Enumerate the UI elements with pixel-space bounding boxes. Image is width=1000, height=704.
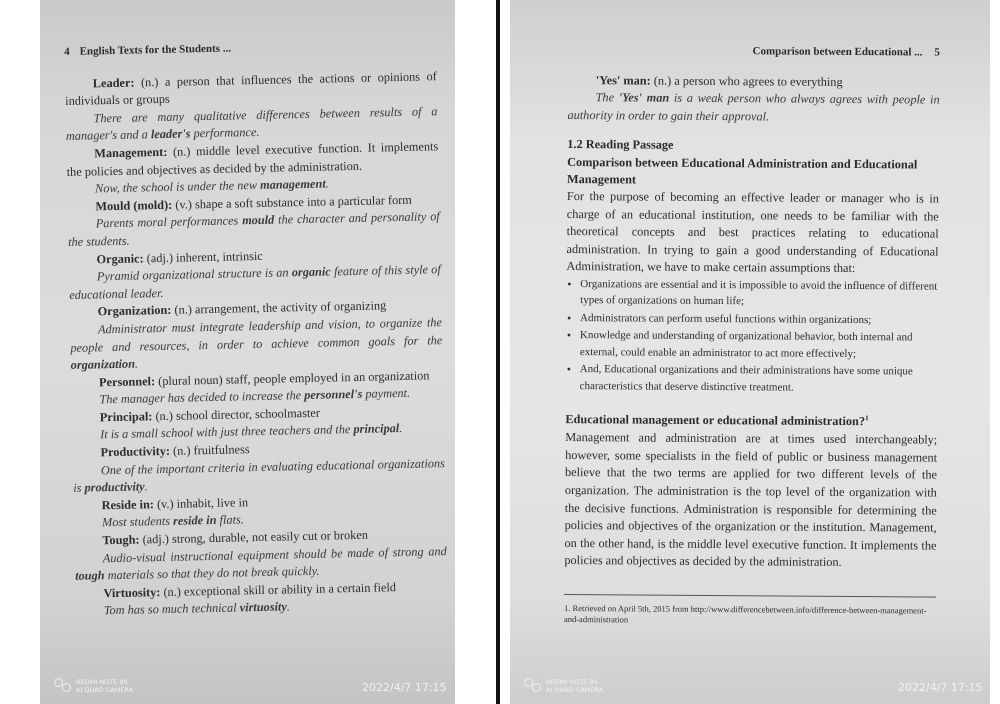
example-text: . <box>399 421 403 436</box>
timestamp-right: 2022/4/7 17:15 <box>898 681 983 694</box>
example-text: . <box>286 599 291 614</box>
example-text: is a weak person who always agrees with people in authority in order to gain their approval. <box>567 90 940 124</box>
camera-type: AI QUAD CAMERA <box>76 686 134 694</box>
definition-text: (plural noun) staff, people employed in an organization <box>154 368 430 388</box>
section-heading: 1.2 Reading Passage <box>567 137 674 153</box>
left-page-number: 4 <box>64 45 70 58</box>
example-term: organization <box>70 356 136 373</box>
example-text: Tom has so much technical <box>103 600 240 618</box>
right-page-photo <box>510 0 990 704</box>
example-term: 'Yes' man <box>618 90 670 105</box>
example-term: personnel's <box>304 387 363 403</box>
passage-title: Comparison between Educational Administration and Educational Management <box>566 154 918 187</box>
example-text: The manager has decided to increase the <box>99 388 305 407</box>
glossary-term: Principal: <box>99 409 153 425</box>
subheading-text: Educational management or educational administration? <box>565 412 866 429</box>
camera-model: REDMI NOTE 9S <box>546 678 598 686</box>
glossary-term: Organic: <box>96 250 144 266</box>
example-term: reside in <box>172 513 217 529</box>
definition-text: (n.) fruitfulness <box>169 442 250 458</box>
footnote-mark: 1 <box>865 414 869 423</box>
left-running-head <box>64 36 436 61</box>
example-term: leader's <box>150 126 191 142</box>
camera-type: AI QUAD CAMERA <box>546 686 604 694</box>
glossary-example <box>70 314 443 375</box>
example-text: the character and personality of the students. <box>67 209 440 249</box>
timestamp-left: 2022/4/7 17:15 <box>362 681 447 694</box>
right-running-head <box>568 42 940 62</box>
right-page-number: 5 <box>934 46 940 59</box>
example-text: materials so that they do not break quickly. <box>104 563 320 583</box>
camera-model: REDMI NOTE 9S <box>76 678 128 686</box>
example-text: . <box>144 479 148 494</box>
assumption-item: • Administrators can perform useful functions within organizations; <box>580 310 938 329</box>
definition-text: (v.) shape a soft substance into a particular form <box>172 192 412 212</box>
right-running-head-title: Comparison between Educational ... <box>752 45 923 59</box>
example-term: virtuosity <box>239 599 287 615</box>
definition-text: (n.) middle level executive function. It implements the policies and objectives as decided by the administration. <box>66 139 439 179</box>
glossary-term: Personnel: <box>98 373 156 390</box>
example-text: There are many qualitative differences between results of a manager's and a <box>65 103 438 144</box>
definition-text: (n.) school director, schoolmaster <box>152 405 321 424</box>
assumption-item: • And, Educational organizations and their administrations have some unique characteristics that deserve distinctive treatment. <box>580 362 938 397</box>
definition-text: (n.) arrangement, the activity of organizing <box>171 298 387 318</box>
glossary-term: Organization: <box>97 303 172 319</box>
glossary-entries <box>65 68 448 621</box>
glossary-term: Reside in: <box>101 497 155 513</box>
yes-man-term: 'Yes' man: <box>595 72 651 88</box>
example-text: payment. <box>362 386 411 402</box>
body-paragraph: Management and administration are at times used interchangeably; however, some specialists in the field of public or business management believe that the two terms are applied for two different levels of the organization. The administration is the top level of the organization with the decisive functions. Administration is responsible for determining the policies and objectives of the organization or the institution. Management, on the other hand, is the middle level executive function. It implements the policies and objectives as decided by the administration. <box>564 430 938 570</box>
intro-paragraph: For the purpose of becoming an effective leader or manager who is in charge of an educational institution, one needs to be familiar with the theoretical concepts and best practices relating to educational administration. In trying to gain a good understanding of Educational Administration, we have to make certain assumptions that: <box>566 188 939 276</box>
left-running-head-title: English Texts for the Students ... <box>79 42 232 58</box>
photo-divider <box>496 0 500 704</box>
glossary-term: Leader: <box>92 75 135 90</box>
subheading <box>565 408 937 431</box>
definition-text: (adj.) strong, durable, not easily cut or broken <box>139 527 369 547</box>
definition-text: (adj.) inherent, intrinsic <box>143 248 263 265</box>
definition-text: (v.) inhabit, live in <box>153 495 249 512</box>
example-text: flats. <box>216 512 244 528</box>
right-page-text <box>564 42 940 627</box>
camera-watermark-right <box>524 678 603 694</box>
example-text: feature of this style of educational leader. <box>69 262 441 302</box>
yes-man-definition: (n.) a person who agrees to everything <box>650 73 843 89</box>
glossary-term: Productivity: <box>100 443 171 460</box>
example-text: Administrator must integrate leadership and vision, to organize the people and resources, in order to achieve common goals for the <box>70 315 443 355</box>
assumption-item: • Knowledge and understanding of organizational behavior, both internal and external, could enable an administrator to act more effectively; <box>580 328 938 363</box>
camera-watermark-left <box>54 678 133 694</box>
example-term: tough <box>74 568 105 584</box>
glossary-term: Tough: <box>102 532 140 548</box>
example-term: mould <box>241 212 275 228</box>
example-term: management <box>259 176 326 193</box>
definition-text: (n.) a person that influences the actions or opinions of individuals or groups <box>65 68 437 109</box>
definition-text: (n.) exceptional skill or ability in a certain field <box>160 579 397 599</box>
example-text: One of the important criteria in evaluating educational organizations is <box>73 455 446 496</box>
example-term: organic <box>291 264 331 280</box>
example-text: Parents moral performances <box>95 213 243 231</box>
left-page-text <box>64 36 448 621</box>
glossary-term: Virtuosity: <box>103 584 161 601</box>
glossary-term: Management: <box>94 144 168 161</box>
example-text: Pyramid organizational structure is an <box>96 265 292 284</box>
example-term: principal <box>353 421 400 437</box>
example-text: It is a small school with just three teachers and the <box>100 422 354 442</box>
yes-man-example <box>567 89 939 127</box>
assumption-item: • Organizations are essential and it is impossible to avoid the influence of different types of organizations on human life; <box>580 276 938 311</box>
example-term: productivity <box>84 479 145 495</box>
footnote-rule <box>564 594 936 598</box>
glossary-term: Mould (mold): <box>95 197 173 214</box>
example-text: Audio-visual instructional equipment should be made of strong and <box>102 543 447 565</box>
example-text: performance. <box>190 125 260 141</box>
footnote: 1. Retrieved on April 5th, 2015 from http://www.differencebetween.info/difference-between-management-and-administration <box>563 602 927 625</box>
example-text: Now, the school is under the new <box>94 178 261 196</box>
example-text: The <box>595 90 619 105</box>
left-page-photo <box>40 0 455 704</box>
assumptions-list <box>566 276 939 397</box>
example-text: Most students <box>101 514 174 530</box>
example-text: . <box>325 176 329 191</box>
example-text: . <box>134 356 139 371</box>
camera-lens-icon <box>524 678 542 692</box>
camera-lens-icon <box>54 678 72 692</box>
